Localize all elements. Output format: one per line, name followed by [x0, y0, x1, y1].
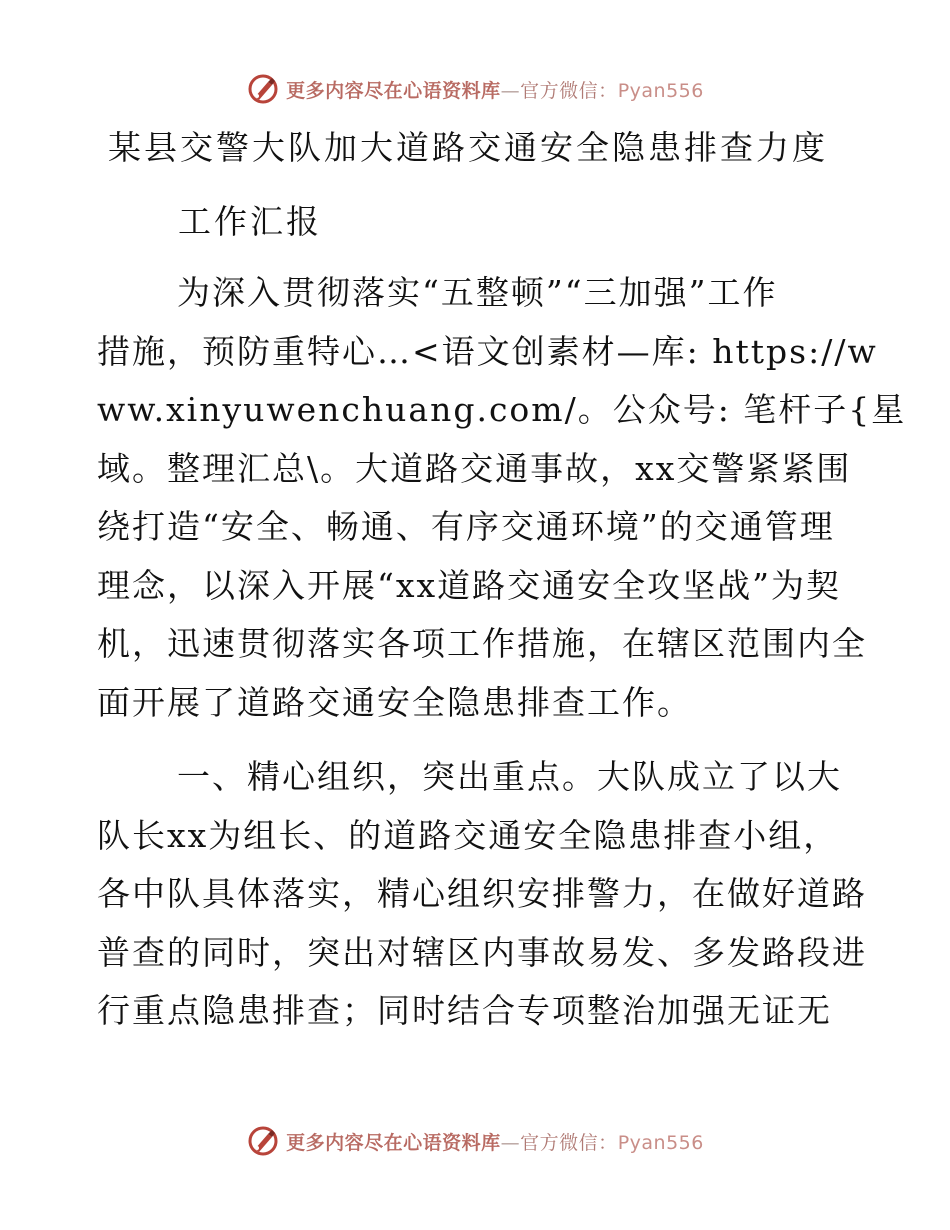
paragraph-line: 措施，预防重特心…<语文创素材—库: https://w [97, 331, 878, 371]
paragraph-line: 理念，以深入开展“xx道路交通安全攻坚战”为契 [97, 565, 841, 605]
pen-logo-icon [246, 1124, 280, 1158]
watermark-brand: 更多内容尽在心语资料库 [286, 79, 501, 102]
watermark-text [286, 1128, 704, 1155]
document-subtitle: 工作汇报 [178, 202, 322, 241]
watermark-brand: 更多内容尽在心语资料库 [286, 1131, 501, 1154]
paragraph-line: 普查的同时，突出对辖区内事故易发、多发路段进 [97, 932, 867, 972]
watermark-separator: — [500, 79, 521, 102]
paragraph-line: 机，迅速贯彻落实各项工作措施，在辖区范围内全 [97, 624, 867, 663]
paragraph-2 [97, 748, 867, 1041]
watermark-wechat-label: 官方微信： [520, 79, 618, 102]
paragraph-line: ww.xinyuwenchuang.com/。公众号: 笔杆子{星 [97, 390, 907, 429]
watermark-wechat-id: Pyan556 [617, 1131, 704, 1154]
paragraph-line: 面开展了道路交通安全隐患排查工作。 [97, 682, 692, 722]
paragraph-line: 一、精心组织，突出重点。大队成立了以大 [177, 757, 842, 796]
paragraph-line: 域。整理汇总\。大道路交通事故，xx交警紧紧围 [97, 448, 852, 488]
watermark-text [286, 76, 704, 103]
watermark-separator: — [500, 1131, 521, 1154]
paragraph-line: 各中队具体落实，精心组织安排警力，在做好道路 [97, 874, 867, 913]
pen-logo-icon [246, 72, 280, 106]
footer-watermark [0, 1124, 950, 1158]
document-title: 某县交警大队加大道路交通安全隐患排查力度 [108, 128, 828, 167]
header-watermark [0, 72, 950, 106]
paragraph-1 [97, 264, 907, 732]
watermark-wechat-id: Pyan556 [617, 79, 704, 102]
watermark-wechat-label: 官方微信： [520, 1131, 618, 1154]
paragraph-line: 队长xx为组长、的道路交通安全隐患排查小组， [97, 815, 839, 855]
paragraph-line: 绕打造“安全、畅通、有序交通环境”的交通管理 [97, 507, 835, 546]
paragraph-line: 行重点隐患排查；同时结合专项整治加强无证无 [97, 991, 832, 1030]
paragraph-line: 为深入贯彻落实“五整顿”“三加强”工作 [177, 273, 778, 312]
